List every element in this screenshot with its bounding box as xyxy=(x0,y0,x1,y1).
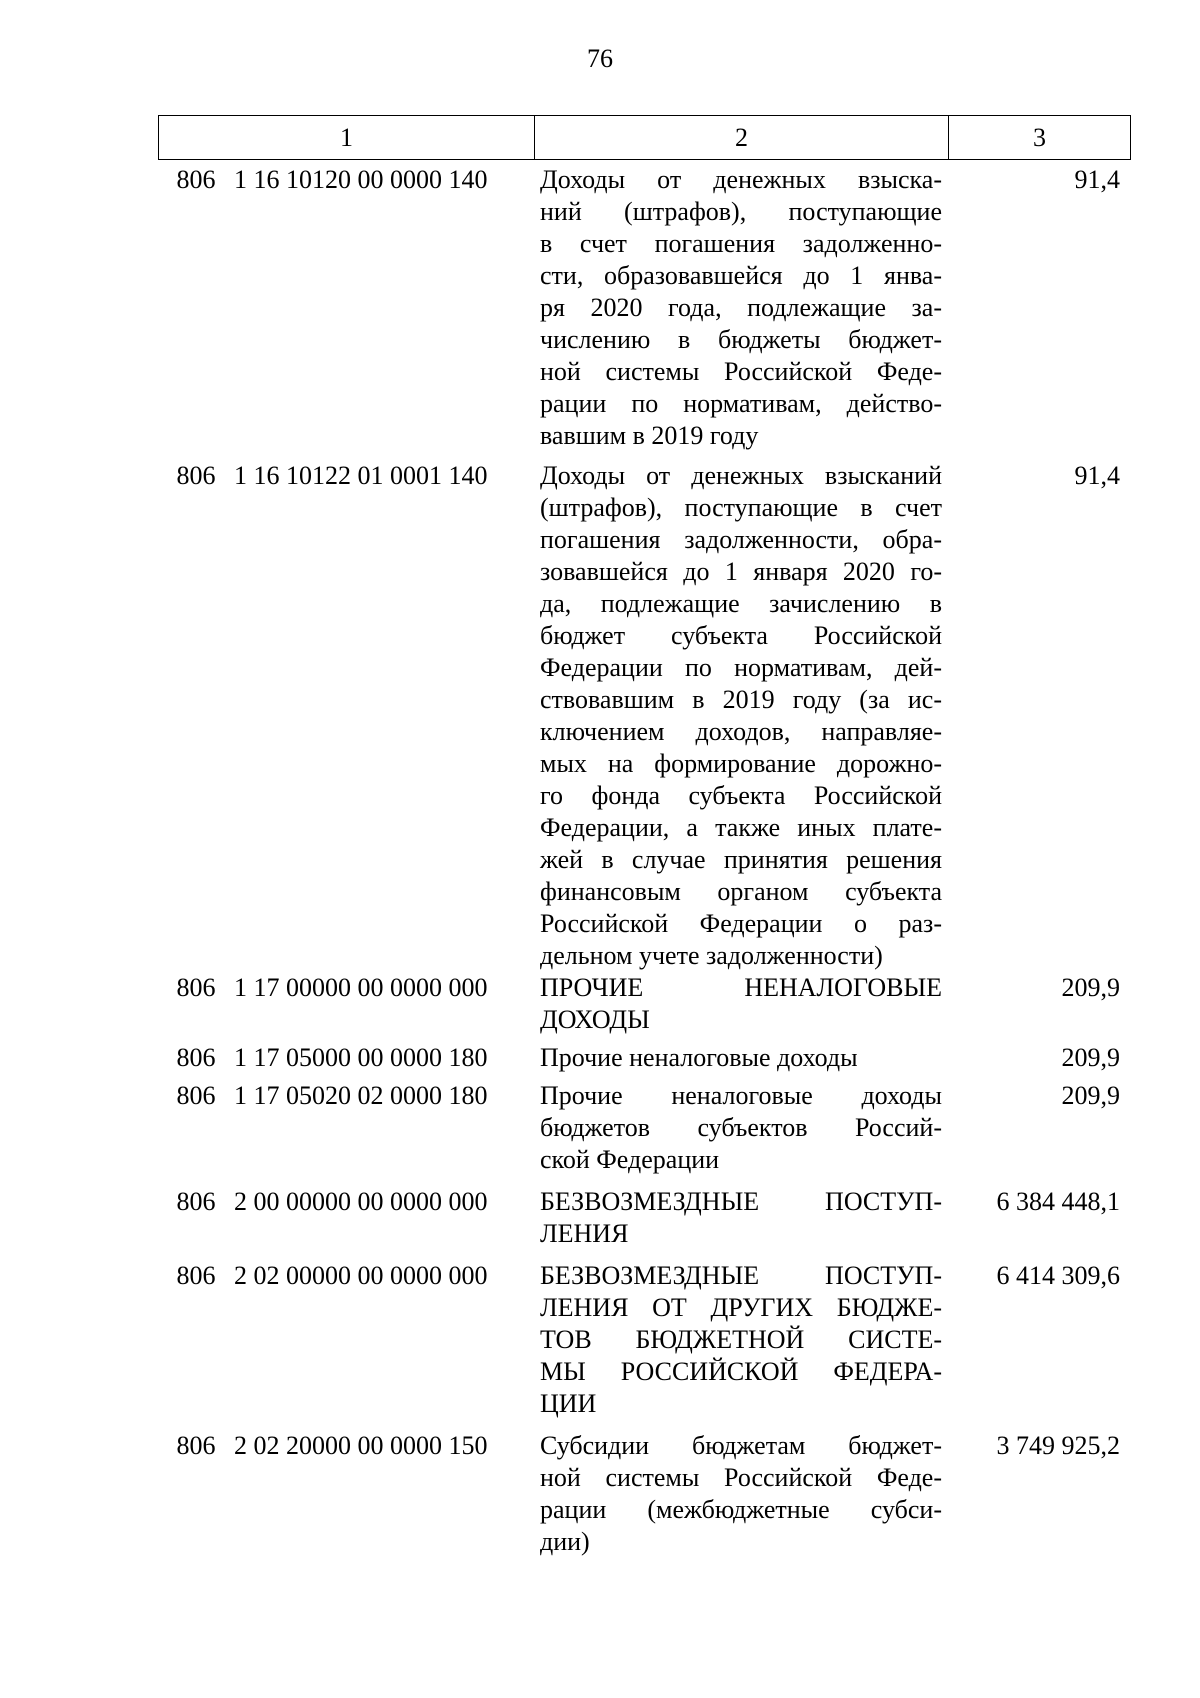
budget-classification-code: 1 16 10120 00 0000 140 xyxy=(234,165,488,194)
revenue-name-line: ключением доходов, направляе- xyxy=(540,717,942,746)
revenue-name-line: финансовым органом субъекта xyxy=(540,877,942,906)
revenue-name-line: мых на формирование дорожно- xyxy=(540,749,942,778)
revenue-name-line: бюджет субъекта Российской xyxy=(540,621,942,650)
revenue-name xyxy=(534,1042,942,1074)
amount: 91,4 xyxy=(1074,165,1120,194)
amount: 6 384 448,1 xyxy=(996,1187,1120,1216)
revenue-name-line: Доходы от денежных взысканий xyxy=(540,461,942,490)
revenue-name-line: МЫ РОССИЙСКОЙ ФЕДЕРА- xyxy=(540,1357,942,1386)
table-body xyxy=(158,164,1130,1558)
revenue-name-line: Российской Федерации о раз- xyxy=(540,909,942,938)
revenue-name-line: ПРОЧИЕ НЕНАЛОГОВЫЕ xyxy=(540,973,942,1002)
budget-classification-code: 2 02 00000 00 0000 000 xyxy=(234,1261,488,1290)
revenue-name-line: жей в случае принятия решения xyxy=(540,845,942,874)
revenue-name xyxy=(534,164,942,452)
revenue-name-line: дии) xyxy=(540,1527,590,1556)
revenue-name xyxy=(534,1430,942,1558)
table-row xyxy=(158,460,1130,972)
table-row xyxy=(158,1260,1130,1420)
revenue-name xyxy=(534,1260,942,1420)
table-row xyxy=(158,164,1130,452)
revenue-name-line: ЛЕНИЯ ОТ ДРУГИХ БЮДЖЕ- xyxy=(540,1293,942,1322)
revenue-name-line: зовавшейся до 1 января 2020 го- xyxy=(540,557,942,586)
amount: 209,9 xyxy=(1061,1043,1120,1072)
admin-code: 806 xyxy=(176,165,216,194)
revenue-name-line: рации (межбюджетные субси- xyxy=(540,1495,942,1524)
revenue-name-line: погашения задолженности, обра- xyxy=(540,525,942,554)
revenue-name-line: числению в бюджеты бюджет- xyxy=(540,325,942,354)
revenue-name-line: (штрафов), поступающие в счет xyxy=(540,493,942,522)
revenue-name-line: в счет погашения задолженно- xyxy=(540,229,942,258)
revenue-name-line: Доходы от денежных взыска- xyxy=(540,165,942,194)
table-row xyxy=(158,1042,1130,1074)
admin-code: 806 xyxy=(176,1081,216,1110)
column-header-3: 3 xyxy=(949,116,1131,160)
revenue-name-line: ний (штрафов), поступающие xyxy=(540,197,942,226)
admin-code: 806 xyxy=(176,461,216,490)
revenue-name-line: да, подлежащие зачислению в xyxy=(540,589,942,618)
revenue-name-line: дельном учете задолженности) xyxy=(540,941,883,970)
revenue-name-line: ской Федерации xyxy=(540,1145,720,1174)
revenue-name-line: Прочие неналоговые доходы xyxy=(540,1043,858,1072)
revenue-name xyxy=(534,460,942,972)
amount: 209,9 xyxy=(1061,1081,1120,1110)
revenue-name-line: ной системы Российской Феде- xyxy=(540,1463,942,1492)
table-row xyxy=(158,1186,1130,1250)
table-row xyxy=(158,1080,1130,1176)
revenue-name-line: Прочие неналоговые доходы xyxy=(540,1081,942,1110)
revenue-name-line: БЕЗВОЗМЕЗДНЫЕ ПОСТУП- xyxy=(540,1187,942,1216)
revenue-name-line: ЦИИ xyxy=(540,1389,597,1418)
revenue-name-line: ТОВ БЮДЖЕТНОЙ СИСТЕ- xyxy=(540,1325,942,1354)
amount: 3 749 925,2 xyxy=(996,1431,1120,1460)
admin-code: 806 xyxy=(176,1261,216,1290)
revenue-name-line: ДОХОДЫ xyxy=(540,1005,650,1034)
budget-classification-code: 1 17 05020 02 0000 180 xyxy=(234,1081,488,1110)
revenue-name-line: бюджетов субъектов Россий- xyxy=(540,1113,942,1142)
revenue-name-line: сти, образовавшейся до 1 янва- xyxy=(540,261,942,290)
revenue-name-line: Субсидии бюджетам бюджет- xyxy=(540,1431,942,1460)
revenue-name-line: БЕЗВОЗМЕЗДНЫЕ ПОСТУП- xyxy=(540,1261,942,1290)
amount: 91,4 xyxy=(1074,461,1120,490)
revenue-name xyxy=(534,972,942,1036)
budget-classification-code: 2 00 00000 00 0000 000 xyxy=(234,1187,488,1216)
admin-code: 806 xyxy=(176,1187,216,1216)
revenue-name-line: ЛЕНИЯ xyxy=(540,1219,629,1248)
revenue-name-line: рации по нормативам, действо- xyxy=(540,389,942,418)
budget-classification-code: 1 16 10122 01 0001 140 xyxy=(234,461,488,490)
admin-code: 806 xyxy=(176,1043,216,1072)
revenue-name xyxy=(534,1080,942,1176)
revenue-name-line: го фонда субъекта Российской xyxy=(540,781,942,810)
column-header-1: 1 xyxy=(159,116,535,160)
revenue-name-line: ствовавшим в 2019 году (за ис- xyxy=(540,685,942,714)
admin-code: 806 xyxy=(176,973,216,1002)
page-number: 76 xyxy=(587,44,613,73)
table-row xyxy=(158,1430,1130,1558)
amount: 6 414 309,6 xyxy=(996,1261,1120,1290)
table-header xyxy=(158,115,1131,160)
amount: 209,9 xyxy=(1061,973,1120,1002)
revenue-name xyxy=(534,1186,942,1250)
revenue-name-line: вавшим в 2019 году xyxy=(540,421,759,450)
revenue-name-line: ря 2020 года, подлежащие за- xyxy=(540,293,942,322)
revenue-name-line: Федерации, а также иных плате- xyxy=(540,813,942,842)
admin-code: 806 xyxy=(176,1431,216,1460)
budget-classification-code: 1 17 00000 00 0000 000 xyxy=(234,973,488,1002)
column-header-2: 2 xyxy=(535,116,949,160)
budget-classification-code: 2 02 20000 00 0000 150 xyxy=(234,1431,488,1460)
revenue-name-line: ной системы Российской Феде- xyxy=(540,357,942,386)
budget-classification-code: 1 17 05000 00 0000 180 xyxy=(234,1043,488,1072)
table-row xyxy=(158,972,1130,1036)
revenue-name-line: Федерации по нормативам, дей- xyxy=(540,653,942,682)
